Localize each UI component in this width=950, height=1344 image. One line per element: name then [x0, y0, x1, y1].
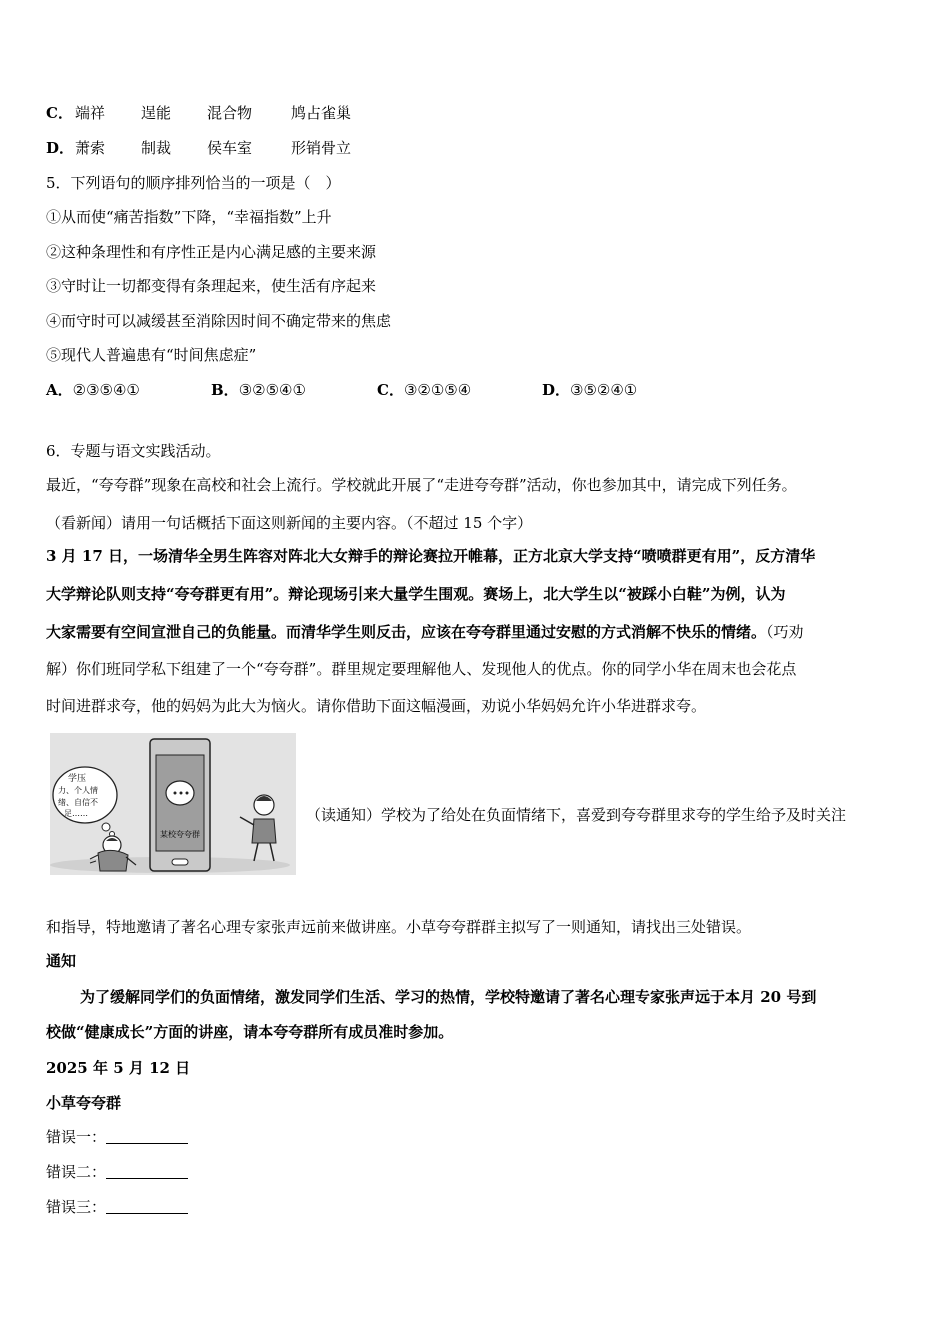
option-word: 形销骨立 [291, 139, 352, 157]
option-letter: D． [46, 139, 75, 157]
option-word: 侯车室 [207, 139, 253, 157]
news-line: 大学辩论队则支持“夸夸群更有用”。辩论现场引来大量学生围观。赛场上，北大学生以“被踩小白鞋”为例，认为 [46, 585, 786, 603]
q5-sentence-2: ②这种条理性和有序性正是内心满足感的主要来源 [46, 243, 377, 261]
q6-task-notice: （读通知）学校为了给处在负面情绪下，喜爱到夸夸群里求夸的学生给予及时关注 [306, 806, 847, 824]
q5-sentence-5: ⑤现代人普遍患有“时间焦虑症” [46, 346, 257, 364]
error-label: 错误二： [46, 1163, 107, 1181]
option-word: 逞能 [141, 104, 172, 122]
q5-sentence-1: ①从而使“痛苦指数”下降，“幸福指数”上升 [46, 208, 332, 226]
q6-task-notice: 和指导，特地邀请了著名心理专家张声远前来做讲座。小草夸夸群群主拟写了一则通知，请找出三处错误。 [46, 918, 752, 936]
answer-blank[interactable] [106, 1164, 188, 1179]
bubble-text: 绪、自信不 [58, 798, 98, 807]
error-1-row [46, 1127, 188, 1147]
option-word: 鸠占雀巢 [291, 104, 352, 122]
phone-label: 某校夸夸群 [160, 830, 200, 839]
notice-body: 校做“健康成长”方面的讲座，请本夸夸群所有成员准时参加。 [46, 1023, 454, 1041]
answer-option-d: D．③⑤②④① [542, 381, 638, 399]
news-line: 3 月 17 日，一场清华全男生阵容对阵北大女辩手的辩论赛拉开帷幕，正方北京大学支持“喷喷群更有用”，反方清华 [46, 547, 816, 565]
bubble-text: 学压 [68, 774, 87, 784]
error-label: 错误一： [46, 1128, 107, 1146]
answer-blank[interactable] [106, 1199, 188, 1214]
notice-date: 2025 年 5 月 12 日 [46, 1059, 191, 1077]
q5-stem: 5．下列语句的顺序排列恰当的一项是（ ） [46, 174, 341, 192]
error-3-row [46, 1197, 188, 1217]
option-word: 萧索 [75, 139, 106, 157]
notice-signature: 小草夸夸群 [46, 1094, 122, 1112]
q5-sentence-4: ④而守时可以减缓甚至消除因时间不确定带来的焦虑 [46, 312, 392, 330]
notice-title: 通知 [46, 952, 77, 970]
q5-sentence-3: ③守时让一切都变得有条理起来，使生活有序起来 [46, 277, 377, 295]
option-word: 端祥 [75, 104, 106, 122]
notice-body: 为了缓解同学们的负面情绪，激发同学们生活、学习的热情，学校特邀请了著名心理专家张声远于本月 20 号到 [80, 988, 817, 1006]
answer-option-a: A．②③⑤④① [46, 381, 140, 399]
q6-task-persuade: 时间进群求夸，他的妈妈为此大为恼火。请你借助下面这幅漫画，劝说小华妈妈允许小华进群求夸。 [46, 697, 707, 715]
q6-task-persuade: 解）你们班同学私下组建了一个“夸夸群”。群里规定要理解他人、发现他人的优点。你的同学小华在周末也会花点 [46, 660, 797, 678]
option-word: 制裁 [141, 139, 172, 157]
option-word: 混合物 [207, 104, 253, 122]
cartoon-illustration [50, 733, 296, 875]
bubble-text: 力、个人情 [58, 786, 98, 795]
q6-task-news: （看新闻）请用一句话概括下面这则新闻的主要内容。（不超过 15 个字） [46, 514, 533, 532]
error-label: 错误三： [46, 1198, 107, 1216]
thought-bubble-dot [102, 823, 110, 831]
option-c-row [46, 103, 351, 123]
answer-option-b: B．③②⑤④① [211, 381, 306, 399]
error-2-row [46, 1162, 188, 1182]
phone-figure [150, 739, 210, 871]
news-line: 大家需要有空间宣泄自己的负能量。而清华学生则反击，应该在夸夸群里通过安慰的方式消解不快乐的情绪。（巧劝 [46, 623, 804, 641]
q5-answer-options [46, 380, 637, 400]
bubble-text: 足…… [64, 809, 88, 818]
answer-blank[interactable] [106, 1129, 188, 1144]
q6-intro: 最近，“夸夸群”现象在高校和社会上流行。学校就此开展了“走进夸夸群”活动，你也参加其中，请完成下列任务。 [46, 476, 797, 494]
answer-option-c: C．③②①⑤④ [377, 381, 472, 399]
option-letter: C． [46, 104, 73, 122]
q6-stem: 6．专题与语文实践活动。 [46, 442, 221, 460]
option-d-row [46, 138, 351, 158]
